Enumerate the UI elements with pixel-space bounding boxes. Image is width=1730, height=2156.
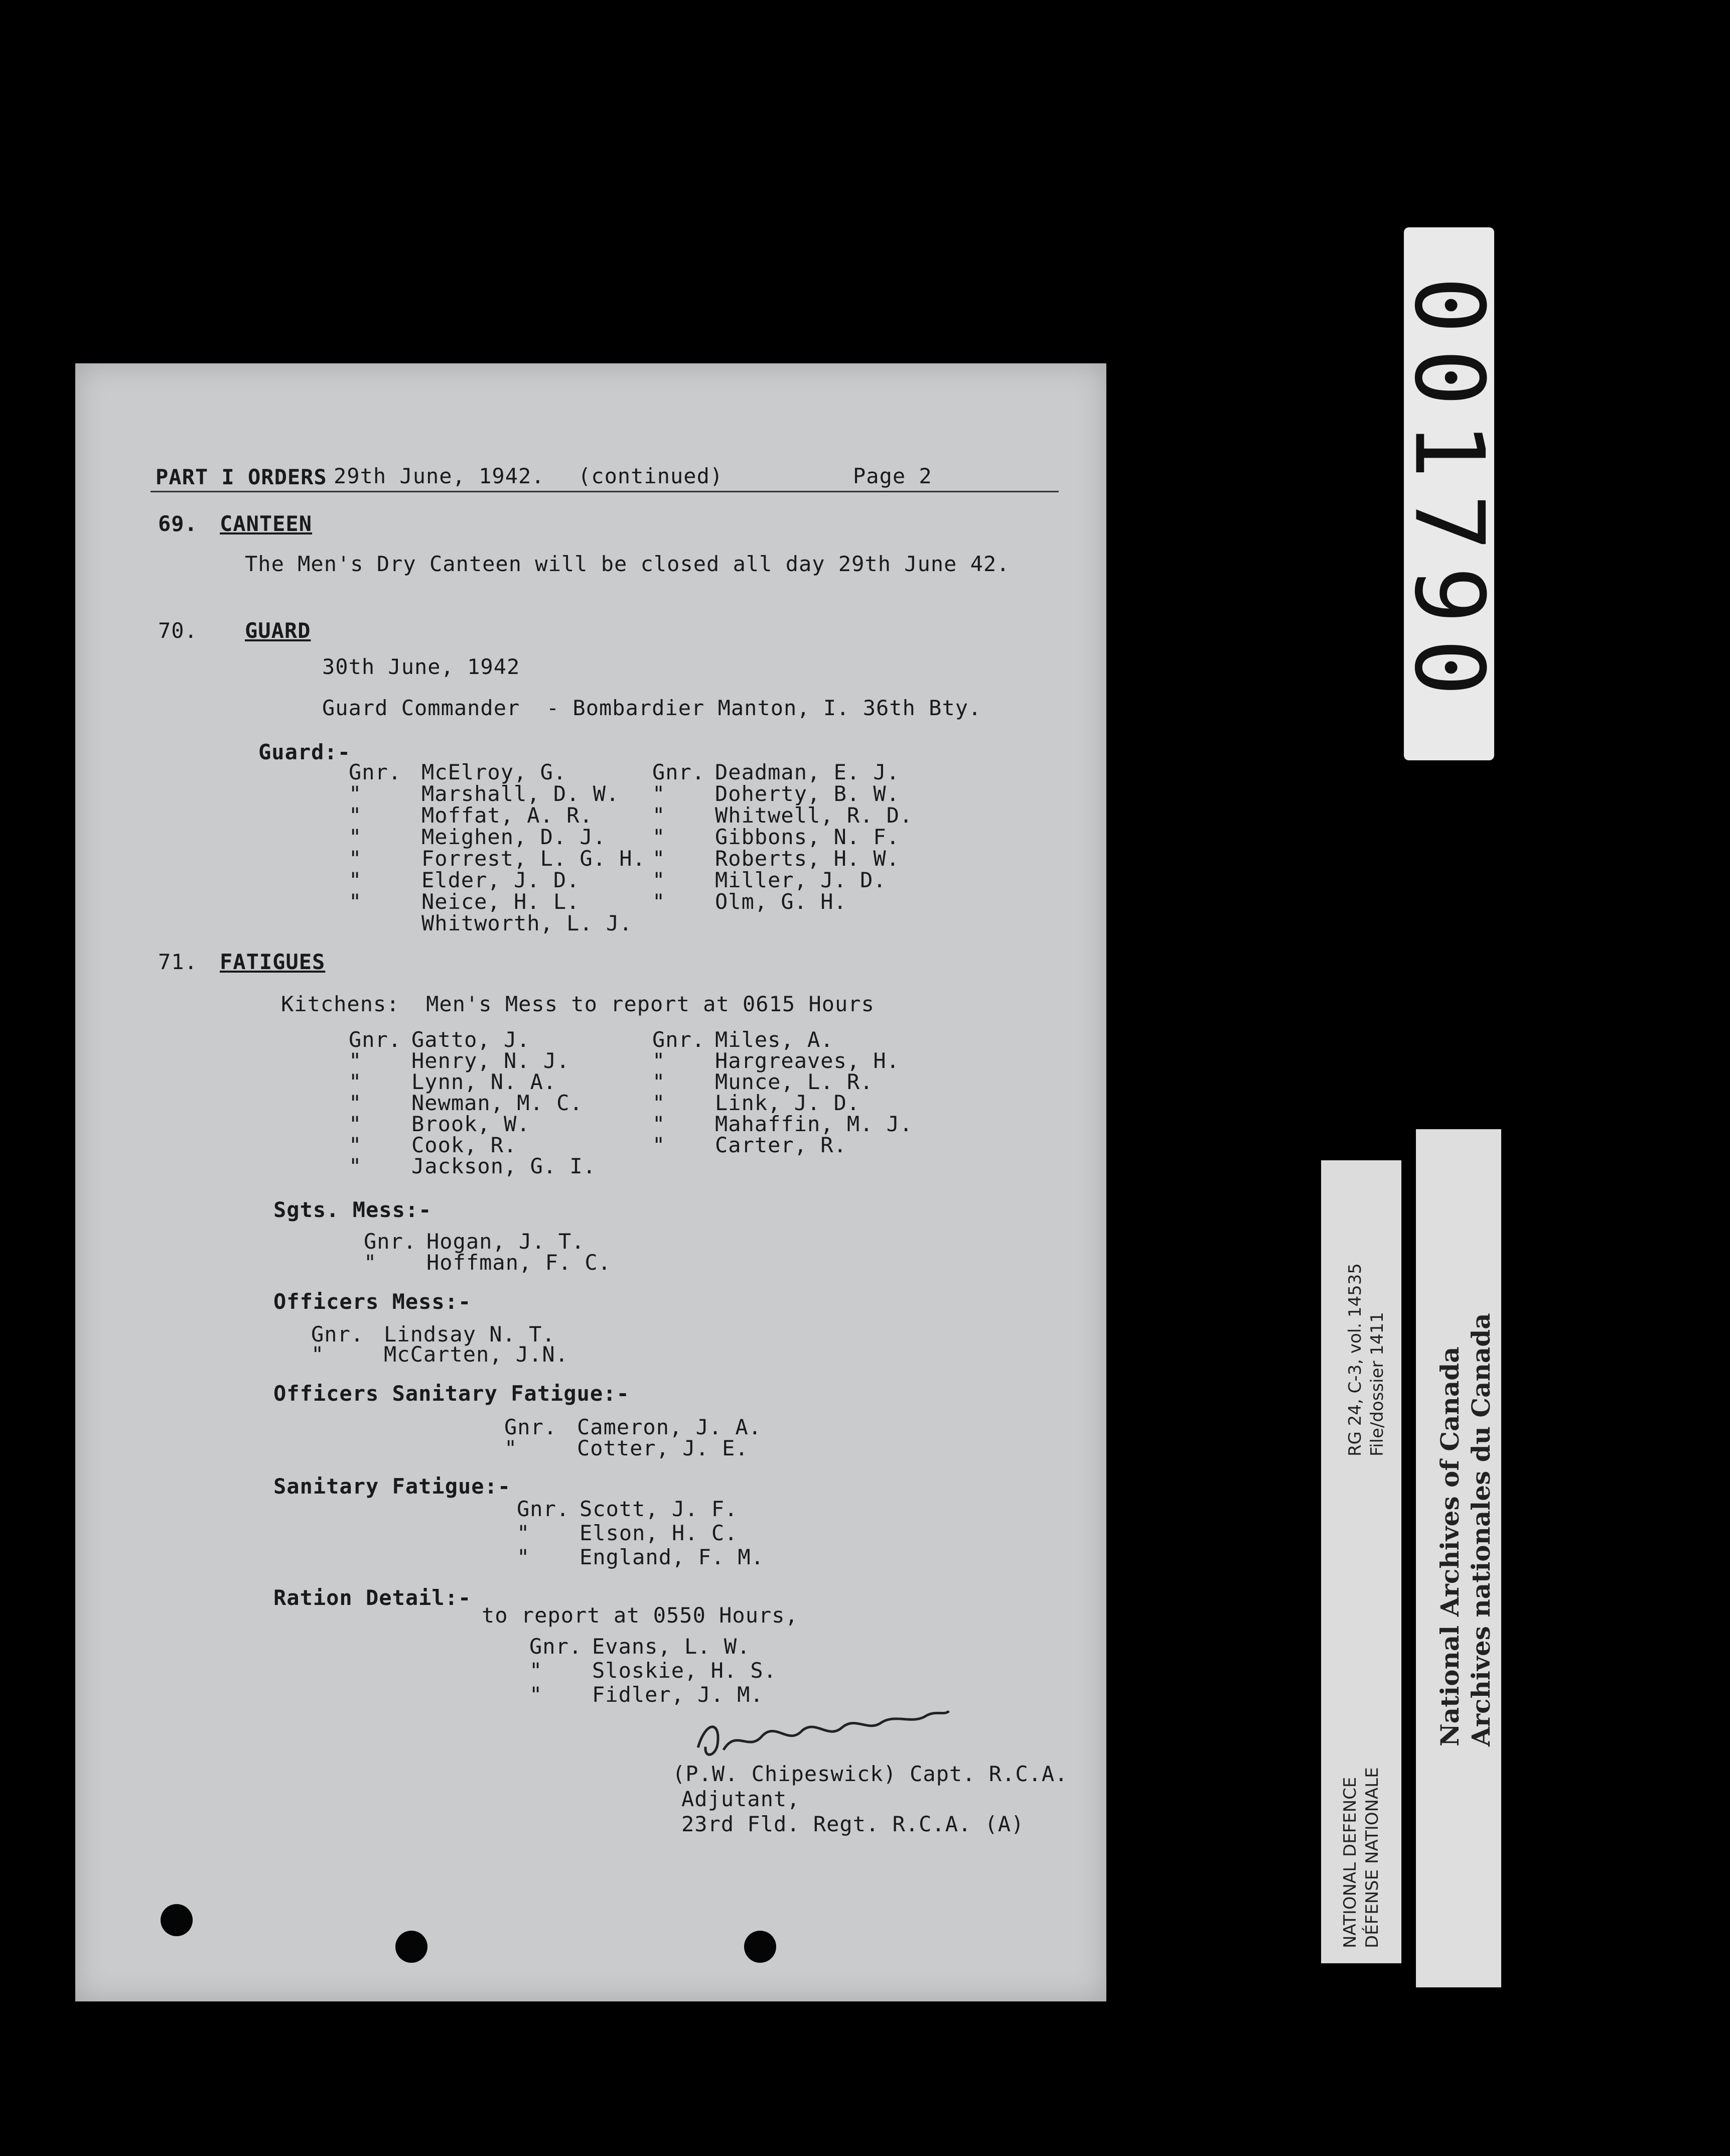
list-name: Link, J. D. <box>715 1091 860 1115</box>
list-name: Brook, W. <box>411 1112 530 1136</box>
list-rank: " <box>504 1436 518 1460</box>
list-rank: " <box>652 825 666 849</box>
list-rank: " <box>349 781 362 806</box>
list-name: Evans, L. W. <box>592 1634 751 1659</box>
archive-label-reference <box>1321 1160 1401 1963</box>
list-rank: " <box>652 1133 666 1157</box>
officers-mess-label: Officers Mess:- <box>273 1289 472 1314</box>
list-rank: " <box>517 1545 530 1569</box>
archives-french: Archives nationales du Canada <box>1466 1313 1496 1746</box>
list-rank: " <box>349 1133 362 1157</box>
list-name: Munce, L. R. <box>715 1069 874 1094</box>
list-name: Hoffman, F. C. <box>426 1250 612 1275</box>
sgts-mess-label: Sgts. Mess:- <box>273 1197 432 1222</box>
list-rank: " <box>311 1342 325 1367</box>
punch-hole <box>744 1931 776 1963</box>
list-rank: " <box>652 803 666 828</box>
list-name: Meighen, D. J. <box>421 825 607 849</box>
list-name: Marshall, D. W. <box>421 781 620 806</box>
list-rank: " <box>529 1682 543 1707</box>
list-rank: Gnr. <box>349 760 402 784</box>
archive-label-institution <box>1416 1129 1501 1987</box>
section-70-title: GUARD <box>245 618 311 643</box>
list-rank: Gnr. <box>517 1497 570 1521</box>
list-rank: Gnr. <box>349 1027 402 1052</box>
list-name: Whitwell, R. D. <box>715 803 913 828</box>
list-rank: " <box>652 868 666 892</box>
list-name: Olm, G. H. <box>715 889 847 914</box>
list-name: Forrest, L. G. H. <box>421 846 646 871</box>
list-rank: Gnr. <box>504 1415 557 1439</box>
list-rank: " <box>349 803 362 828</box>
list-name: Miles, A. <box>715 1027 834 1052</box>
list-rank: " <box>349 1069 362 1094</box>
frame-counter-stamp <box>1393 227 1505 760</box>
list-name: Gatto, J. <box>411 1027 530 1052</box>
list-name: Doherty, B. W. <box>715 781 900 806</box>
punch-hole <box>161 1904 193 1936</box>
list-name: Sloskie, H. S. <box>592 1658 777 1683</box>
guard-label: Guard:- <box>258 740 351 764</box>
list-rank: " <box>364 1250 377 1275</box>
list-rank: " <box>529 1658 543 1683</box>
list-rank: " <box>652 1091 666 1115</box>
section-70-number: 70. <box>158 618 198 643</box>
list-name: Cameron, J. A. <box>577 1415 762 1439</box>
list-name: Roberts, H. W. <box>715 846 900 871</box>
list-name: Neice, H. L. <box>421 889 580 914</box>
list-rank: Gnr. <box>652 760 705 784</box>
list-rank: " <box>349 1112 362 1136</box>
guard-date: 30th June, 1942 <box>322 654 520 679</box>
list-rank: Gnr. <box>311 1322 364 1346</box>
list-rank: " <box>349 1091 362 1115</box>
header-page: Page 2 <box>853 464 932 488</box>
list-rank: Gnr. <box>529 1634 583 1659</box>
list-name: Whitworth, L. J. <box>421 911 633 935</box>
section-69-text: The Men's Dry Canteen will be closed all day 29th June 42. <box>245 552 1010 576</box>
list-name: England, F. M. <box>580 1545 765 1569</box>
list-name: Hogan, J. T. <box>426 1229 585 1254</box>
list-name: Mahaffin, M. J. <box>715 1112 913 1136</box>
list-rank: Gnr. <box>652 1027 705 1052</box>
list-rank: " <box>349 889 362 914</box>
list-name: McCarten, J.N. <box>384 1342 569 1367</box>
list-name: Jackson, G. I. <box>411 1154 597 1178</box>
kitchens-line: Kitchens: Men's Mess to report at 0615 Hours <box>281 992 875 1016</box>
list-rank: " <box>349 846 362 871</box>
ration-note: to report at 0550 Hours, <box>482 1603 798 1628</box>
list-rank: " <box>652 781 666 806</box>
section-69-number: 69. <box>158 511 198 536</box>
list-rank: " <box>349 1154 362 1178</box>
list-rank: " <box>652 1112 666 1136</box>
signature-line-1: (P.W. Chipeswick) Capt. R.C.A. <box>672 1762 1068 1786</box>
list-name: Scott, J. F. <box>580 1497 738 1521</box>
guard-commander: Guard Commander - Bombardier Manton, I. 36th Bty. <box>322 696 982 720</box>
list-name: Cotter, J. E. <box>577 1436 749 1460</box>
list-rank: " <box>652 1069 666 1094</box>
signature-line-3: 23rd Fld. Regt. R.C.A. (A) <box>681 1812 1025 1836</box>
list-name: Elder, J. D. <box>421 868 580 892</box>
dept-french: DÉFENSE NATIONALE <box>1362 1767 1382 1948</box>
header-rule <box>151 491 1059 492</box>
list-name: Deadman, E. J. <box>715 760 900 784</box>
list-name: McElroy, G. <box>421 760 567 784</box>
ration-detail-label: Ration Detail:- <box>273 1585 472 1610</box>
sanitary-fatigue-label: Sanitary Fatigue:- <box>273 1474 511 1499</box>
list-rank: " <box>517 1521 530 1545</box>
list-name: Elson, H. C. <box>580 1521 738 1545</box>
list-name: Henry, N. J. <box>411 1048 570 1073</box>
archives-english: National Archives of Canada <box>1435 1346 1465 1746</box>
list-name: Newman, M. C. <box>411 1091 583 1115</box>
list-rank: " <box>349 1048 362 1073</box>
list-name: Cook, R. <box>411 1133 517 1157</box>
list-name: Fidler, J. M. <box>592 1682 764 1707</box>
list-name: Carter, R. <box>715 1133 847 1157</box>
header-continued: (continued) <box>578 464 724 488</box>
dept-english: NATIONAL DEFENCE <box>1340 1777 1360 1948</box>
archive-reference-1: RG 24, C-3, vol. 14535 <box>1345 1263 1365 1456</box>
list-rank: Gnr. <box>364 1229 417 1254</box>
list-name: Gibbons, N. F. <box>715 825 900 849</box>
section-69-title: CANTEEN <box>220 511 313 536</box>
section-71-number: 71. <box>158 950 198 974</box>
list-rank: " <box>349 868 362 892</box>
list-name: Lynn, N. A. <box>411 1069 557 1094</box>
list-name: Hargreaves, H. <box>715 1048 900 1073</box>
archive-reference-2: File/dossier 1411 <box>1367 1312 1387 1456</box>
list-rank: " <box>349 825 362 849</box>
section-71-title: FATIGUES <box>220 950 326 974</box>
header-date: 29th June, 1942. <box>334 464 545 488</box>
header-title: PART I ORDERS <box>156 465 327 489</box>
document-page <box>75 363 1106 2001</box>
list-rank: " <box>652 846 666 871</box>
list-name: Lindsay N. T. <box>384 1322 555 1346</box>
list-name: Moffat, A. R. <box>421 803 593 828</box>
list-name: Miller, J. D. <box>715 868 887 892</box>
list-rank: " <box>652 889 666 914</box>
list-rank: " <box>652 1048 666 1073</box>
signature-line-2: Adjutant, <box>681 1787 800 1811</box>
punch-hole <box>395 1931 427 1963</box>
officers-sanitary-label: Officers Sanitary Fatigue:- <box>273 1381 630 1406</box>
frame-counter-number: 001790 <box>1393 276 1505 712</box>
